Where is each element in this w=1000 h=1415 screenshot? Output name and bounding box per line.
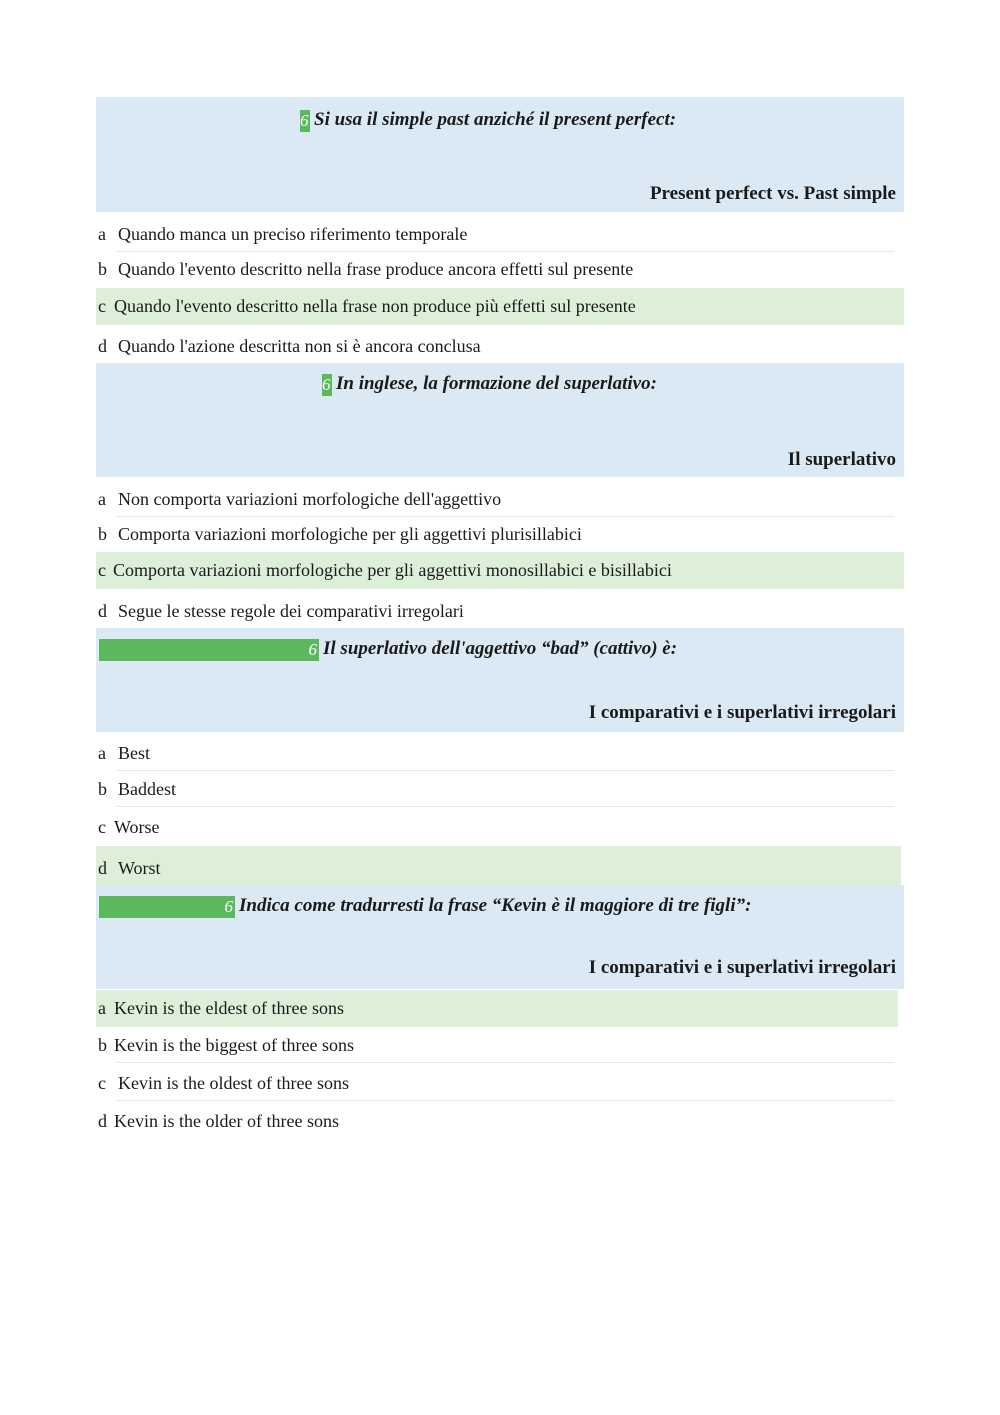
answer-letter: b xyxy=(98,259,107,279)
answer-text: Comporta variazioni morfologiche per gli aggettivi monosillabici e bisillabici xyxy=(113,560,672,580)
answer-letter: a xyxy=(98,998,106,1018)
answer-text: Worse xyxy=(114,817,160,837)
answer-option[interactable] xyxy=(96,481,904,517)
answer-text: Kevin is the eldest of three sons xyxy=(114,998,344,1018)
answer-letter: c xyxy=(98,817,106,837)
answer-option[interactable] xyxy=(96,809,904,845)
question-text: Si usa il simple past anziché il present perfect: xyxy=(314,109,677,130)
answer-option[interactable] xyxy=(96,593,904,629)
answer-option[interactable] xyxy=(96,216,904,252)
question-line xyxy=(99,888,751,924)
answer-text: Kevin is the oldest of three sons xyxy=(118,1073,349,1093)
question-header xyxy=(96,885,904,989)
answer-text: Quando l'evento descritto nella frase produce ancora effetti sul presente xyxy=(118,259,634,279)
answer-letter: c xyxy=(98,296,106,316)
score-badge: 6 xyxy=(99,896,235,918)
answer-letter: a xyxy=(98,224,106,244)
topic-label: I comparativi e i superlativi irregolari xyxy=(588,702,896,723)
answer-option[interactable] xyxy=(96,1065,904,1101)
answer-text: Kevin is the biggest of three sons xyxy=(114,1035,354,1055)
question-header xyxy=(96,97,904,212)
divider xyxy=(116,806,894,807)
question-line xyxy=(300,102,676,138)
answer-text: Non comporta variazioni morfologiche dell'aggettivo xyxy=(118,489,502,509)
question-header xyxy=(96,363,904,477)
answer-option[interactable] xyxy=(96,516,904,552)
answer-text: Comporta variazioni morfologiche per gli aggettivi plurisillabici xyxy=(118,524,582,544)
answer-letter: d xyxy=(98,601,107,621)
answer-letter: b xyxy=(98,524,107,544)
answer-option-correct[interactable] xyxy=(96,990,898,1027)
answer-option[interactable] xyxy=(96,735,904,771)
answer-option-correct[interactable] xyxy=(96,288,904,325)
answer-letter: d xyxy=(98,336,107,356)
score-badge: 6 xyxy=(322,374,331,394)
topic-label: I comparativi e i superlativi irregolari xyxy=(588,957,896,978)
answer-option-correct[interactable] xyxy=(96,846,901,885)
topic-label: Il superlativo xyxy=(787,449,896,470)
question-text: Indica come tradurresti la frase “Kevin è il maggiore di tre figli”: xyxy=(239,895,752,916)
answer-option-correct[interactable] xyxy=(96,552,904,589)
answer-text: Quando l'evento descritto nella frase non produce più effetti sul presente xyxy=(114,296,636,316)
question-line xyxy=(99,631,677,667)
answer-option[interactable] xyxy=(96,771,904,807)
answer-text: Quando manca un preciso riferimento temporale xyxy=(118,224,468,244)
answer-letter: c xyxy=(98,1073,106,1093)
answer-text: Kevin is the older of three sons xyxy=(114,1111,339,1131)
answer-text: Segue le stesse regole dei comparativi irregolari xyxy=(118,601,464,621)
answer-letter: c xyxy=(98,560,106,580)
question-text: Il superlativo dell'aggettivo “bad” (cattivo) è: xyxy=(323,638,678,659)
question-header xyxy=(96,628,904,732)
answer-letter: d xyxy=(98,1111,107,1131)
answer-option[interactable] xyxy=(96,251,904,287)
answer-letter: d xyxy=(98,858,107,878)
answer-option[interactable] xyxy=(96,1103,904,1139)
score-badge: 6 xyxy=(300,110,309,130)
answer-text: Best xyxy=(118,743,151,763)
answer-text: Baddest xyxy=(118,779,176,799)
answer-text: Worst xyxy=(118,858,161,878)
answer-option[interactable] xyxy=(96,1027,904,1063)
question-text: In inglese, la formazione del superlativo: xyxy=(336,373,657,394)
answer-option[interactable] xyxy=(96,328,904,364)
divider xyxy=(116,1100,894,1101)
answer-letter: a xyxy=(98,743,106,763)
topic-label: Present perfect vs. Past simple xyxy=(649,183,896,204)
answer-letter: b xyxy=(98,1035,107,1055)
question-line xyxy=(322,366,657,402)
score-badge: 6 xyxy=(99,639,319,661)
divider xyxy=(116,1062,894,1063)
answer-text: Quando l'azione descritta non si è ancora conclusa xyxy=(118,336,481,356)
answer-letter: b xyxy=(98,779,107,799)
answer-letter: a xyxy=(98,489,106,509)
